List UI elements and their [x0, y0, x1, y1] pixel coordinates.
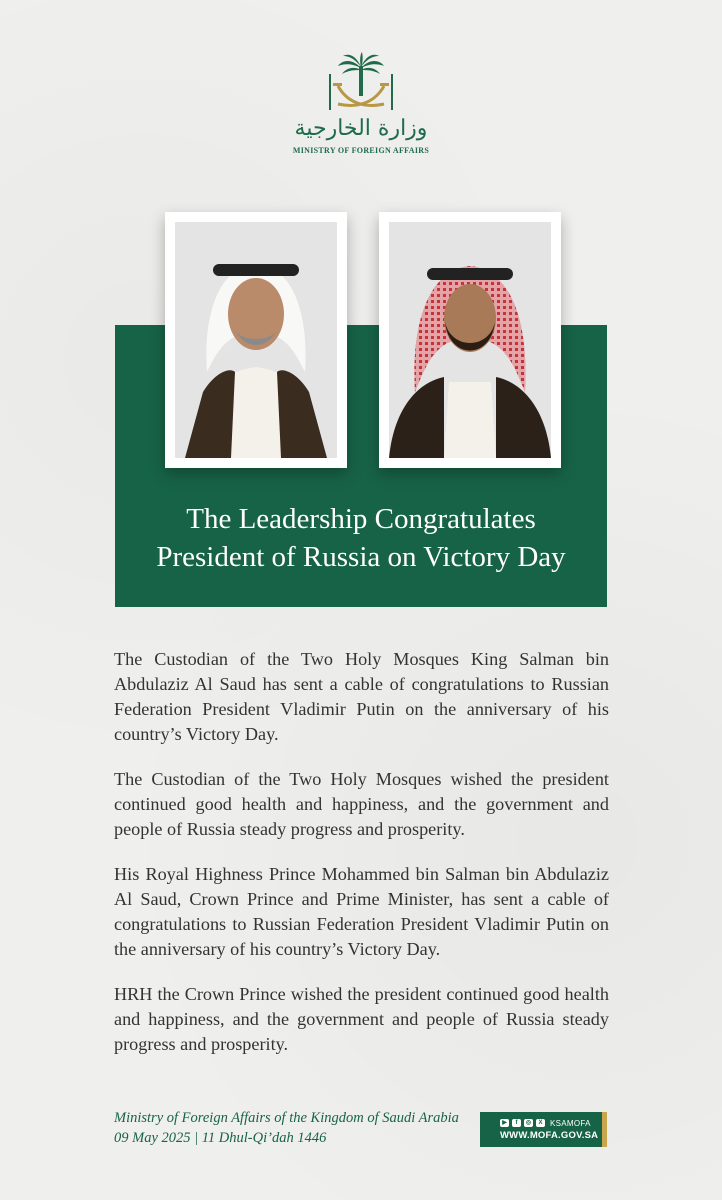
instagram-icon[interactable]: ◎ — [525, 1120, 532, 1126]
body-paragraph: The Custodian of the Two Holy Mosques wished the president continued good health and happiness, and the government and people of Russia steady progress and prosperity. — [114, 769, 609, 839]
ministry-english-name: MINISTRY OF FOREIGN AFFAIRS — [292, 146, 430, 155]
facebook-icon[interactable]: f — [512, 1119, 521, 1127]
x-icon[interactable]: X — [536, 1119, 545, 1127]
website-link[interactable]: WWW.MOFA.GOV.SA — [500, 1129, 599, 1141]
headline-line-1: The Leadership Congratulates — [186, 503, 536, 535]
portrait-crown-prince — [379, 212, 561, 468]
headline — [115, 500, 607, 576]
palm-swords-emblem-icon — [328, 52, 394, 114]
headline-line-2: President of Russia on Victory Day — [156, 541, 566, 573]
youtube-icon[interactable]: ▶ — [500, 1119, 509, 1127]
ministry-arabic-name: وزارة الخارجية — [294, 116, 428, 141]
ministry-emblem — [0, 52, 722, 155]
footer-ministry: Ministry of Foreign Affairs of the Kingdom of Saudi Arabia — [114, 1110, 459, 1126]
body-paragraph: HRH the Crown Prince wished the president continued good health and happiness, and the government and people of Russia steady progress and prosperity. — [114, 984, 609, 1054]
footer-social-badge[interactable] — [480, 1112, 607, 1147]
person-portrait-icon — [175, 222, 337, 458]
portrait-photo-crown-prince — [389, 222, 551, 458]
social-row — [500, 1119, 602, 1128]
portrait-king-salman — [165, 212, 347, 468]
article-body — [114, 647, 609, 1077]
body-paragraph: His Royal Highness Prince Mohammed bin Salman bin Abdulaziz Al Saud, Crown Prince and Prime Minister, has sent a cable of congratulations to Russian Federation President Vladimir Putin on the anniversary of his country’s Victory Day. — [114, 864, 609, 959]
social-handle[interactable]: KSAMOFA — [550, 1118, 591, 1128]
person-portrait-icon — [389, 222, 551, 458]
footer-date: 09 May 2025 | 11 Dhul-Qi’dah 1446 — [114, 1130, 327, 1146]
portrait-photo-king — [175, 222, 337, 458]
body-paragraph: The Custodian of the Two Holy Mosques King Salman bin Abdulaziz Al Saud has sent a cable of congratulations to Russian Federation President Vladimir Putin on the anniversary of his country’s Victory Day. — [114, 649, 609, 744]
footer-source — [114, 1108, 459, 1148]
